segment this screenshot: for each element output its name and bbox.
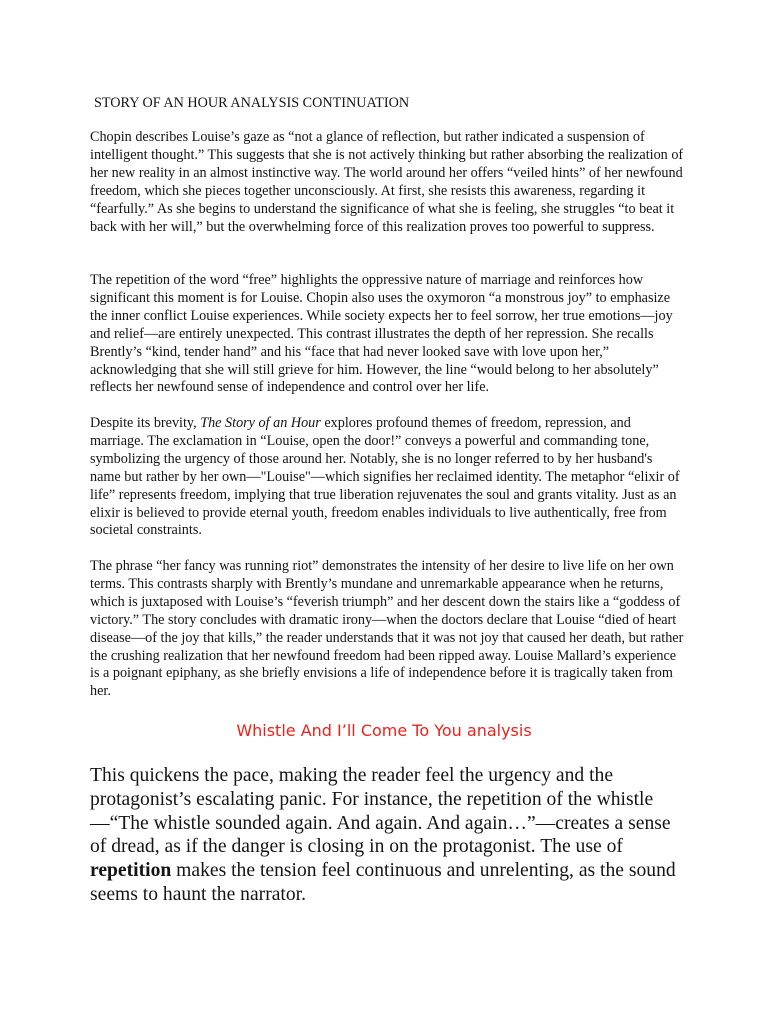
paragraph-dramatic-irony: The phrase “her fancy was running riot” demonstrates the intensity of her desire to live life on her own terms. This contrasts sharply with Brently’s mundane and unremarkable appearance when he returns, which is juxtaposed with Louise’s “feverish triumph” and her descent down the stairs like a “goddess of victory.” The story concludes with dramatic irony—when the doctors declare that Louise “died of heart disease—of the joy that kills,” the reader understands that it was not joy that caused her death, but rather the crushing realization that her newfound freedom had been ripped away. Louise Mallard’s experience is a poignant epiphany, as she briefly envisions a life of independence before it is tragically taken from her. xyxy=(90,558,684,700)
paragraph-themes-body: explores profound themes of freedom, repression, and marriage. The exclamation in “Louise, open the door!” conveys a powerful and commanding tone, symbolizing the urgency of those around her. Notably, she is no longer referred to by her husband's name but rather by her own—"Louise"—which signifies her reclaimed identity. The metaphor “elixir of life” represents freedom, implying that true liberation rejuvenates the soul and grants vitality. Just as an elixir is believed to provide eternal youth, freedom enables individuals to live authentically, free from societal constraints. xyxy=(90,415,680,539)
paragraph-themes-intro: Despite its brevity, xyxy=(90,415,201,431)
paragraph-whistle-intro: This quickens the pace, making the reader feel the urgency and the protagonist’s escalating panic. For instance, the repetition of the whistle —“The whistle sounded again. And again. And again…”—creates a sense of dread, as if the danger is closing in on the protagonist. The use of xyxy=(90,765,671,858)
document-title: STORY OF AN HOUR ANALYSIS CONTINUATION xyxy=(94,95,410,111)
paragraph-gaze-analysis: Chopin describes Louise’s gaze as “not a glance of reflection, but rather indicated a suspension of intelligent thought.” This suggests that she is not actively thinking but rather absorbing the realization of her new reality in an almost instinctive way. The world around her offers “veiled hints” of her newfound freedom, which she pieces together unconsciously. At first, she resists this awareness, regarding it “fearfully.” As she begins to understand the significance of what she is feeling, she struggles “to beat it back with her will,” but the overwhelming force of this realization proves too powerful to suppress. xyxy=(90,129,684,235)
section-heading-whistle: Whistle And I’ll Come To You analysis xyxy=(236,721,532,740)
repetition-bold: repetition xyxy=(90,860,172,882)
paragraph-repetition-free: The repetition of the word “free” highlights the oppressive nature of marriage and reinforces how significant this moment is for Louise. Chopin also uses the oxymoron “a monstrous joy” to emphasize the inner conflict Louise experiences. While society expects her to feel sorrow, her true emotions—joy and relief—are entirely unexpected. This contrast illustrates the depth of her repression. She recalls Brently’s “kind, tender hand” and his “face that had never looked save with love upon her,” acknowledging that she will still grieve for him. However, the line “would belong to her absolutely” reflects her newfound sense of independence and control over her life. xyxy=(90,272,673,396)
paragraph-whistle-analysis xyxy=(90,764,686,907)
paragraph-themes xyxy=(90,415,686,540)
paragraph-whistle-end: makes the tension feel continuous and unrelenting, as the sound seems to haunt the narrator. xyxy=(90,860,676,905)
story-title-italic: The Story of an Hour xyxy=(200,415,321,431)
